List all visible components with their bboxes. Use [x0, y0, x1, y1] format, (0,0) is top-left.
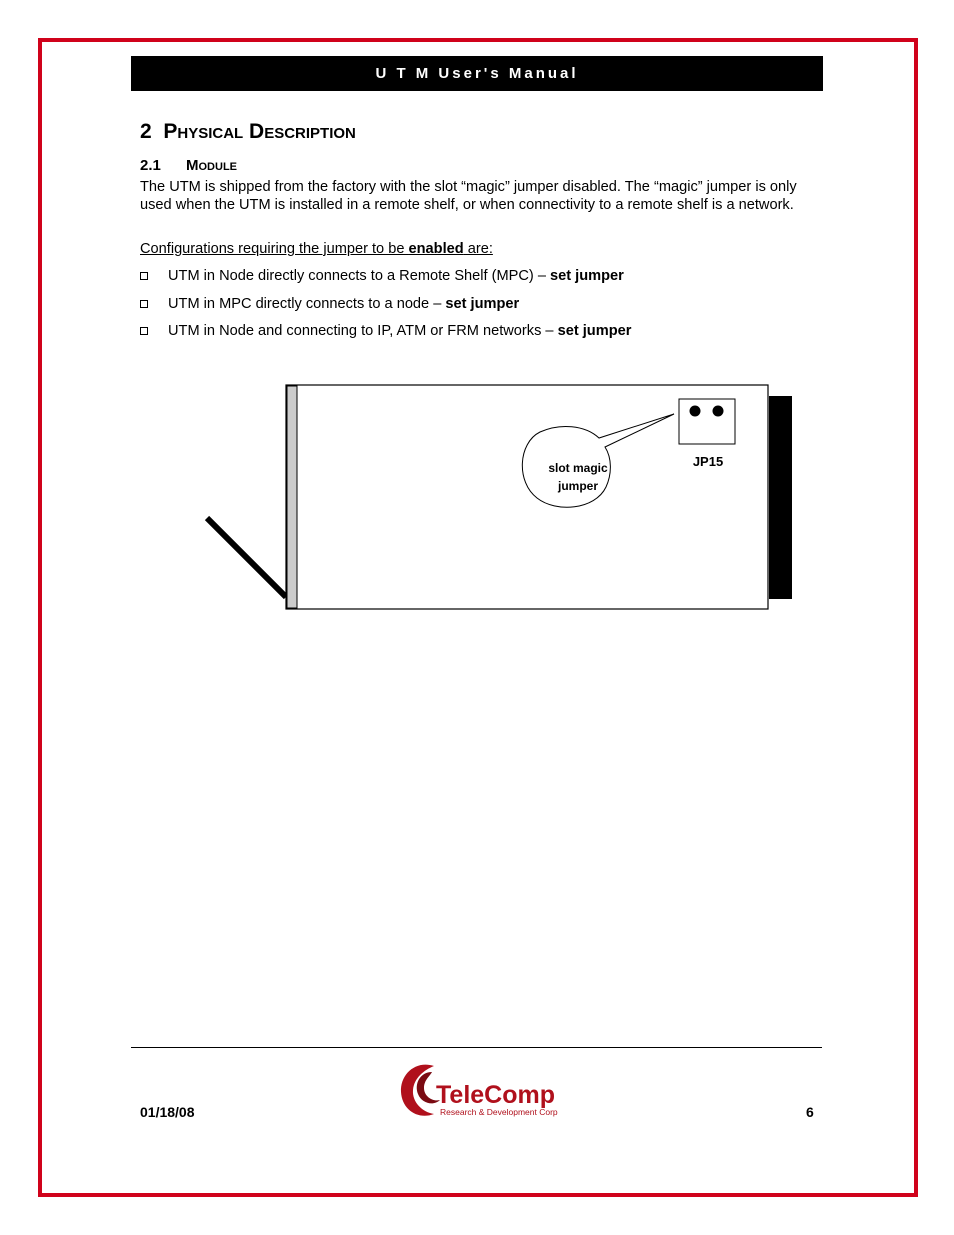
- header-title: U T M User's Manual: [375, 65, 579, 82]
- jumper-block: [679, 399, 735, 444]
- bullet-text: UTM in Node directly connects to a Remote Shelf (MPC) –: [168, 268, 546, 284]
- ejector-lever: [207, 518, 286, 597]
- callout-text-line2: jumper: [557, 479, 599, 493]
- page-number: 6: [806, 1104, 814, 1120]
- bullet-text: UTM in MPC directly connects to a node –: [168, 296, 442, 312]
- backplane-connector: [769, 396, 792, 599]
- telecomp-logo: [392, 1050, 582, 1130]
- faceplate-edge: [287, 386, 297, 608]
- jumper-label: JP15: [692, 454, 724, 469]
- logo-name: TeleComp: [436, 1081, 555, 1109]
- config-suffix: are:: [463, 241, 493, 257]
- footer-date: 01/18/08: [140, 1104, 195, 1120]
- config-bold: enabled: [408, 241, 464, 257]
- logo-tagline: Research & Development Corp: [440, 1107, 558, 1117]
- callout-text-line1: slot magic: [548, 461, 608, 475]
- config-prefix: Configurations requiring the jumper to be: [140, 241, 409, 257]
- bullet-bold: set jumper: [550, 268, 624, 284]
- intro-paragraph: The UTM is shipped from the factory with the slot “magic” jumper disabled. The “magic” jumper is only used when the UTM is installed in a remote shelf, or when connectivity to a remote shelf is a network.: [140, 179, 797, 213]
- bullet-bold: set jumper: [445, 296, 520, 312]
- section-title: Physical Description: [163, 120, 356, 143]
- bullet-bold: set jumper: [557, 323, 632, 339]
- subsection-title: Module: [186, 157, 237, 174]
- subsection-number: 2.1: [140, 157, 161, 174]
- jumper-pin: [713, 406, 724, 417]
- bullet-text: UTM in Node and connecting to IP, ATM or FRM networks –: [168, 323, 554, 339]
- jumper-pin: [690, 406, 701, 417]
- footer-rule: [131, 1047, 822, 1048]
- section-number: 2: [140, 120, 152, 143]
